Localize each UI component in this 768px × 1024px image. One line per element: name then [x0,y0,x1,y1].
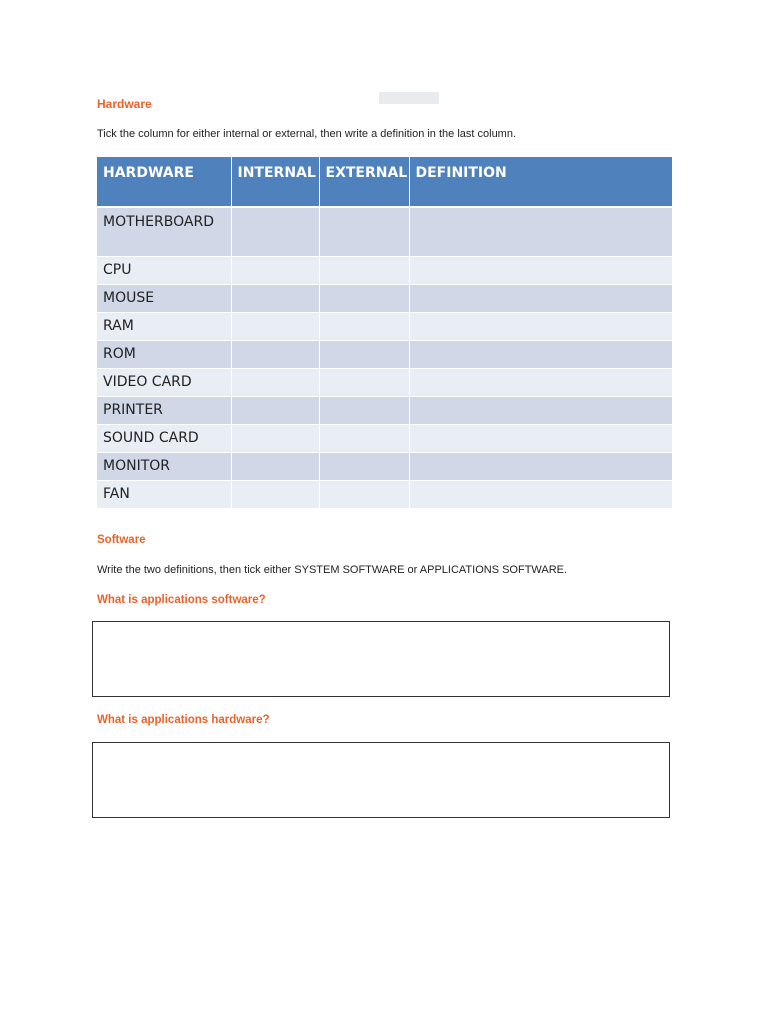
hardware-name-cell: RAM [97,312,231,340]
answer-box-applications-hardware[interactable] [92,742,670,818]
internal-tick-cell[interactable] [231,396,319,424]
hardware-name-cell: VIDEO CARD [97,368,231,396]
external-tick-cell[interactable] [319,207,409,256]
table-row [97,312,672,340]
external-tick-cell[interactable] [319,452,409,480]
hardware-name-cell: CPU [97,256,231,284]
hardware-name-cell: ROM [97,340,231,368]
definition-cell[interactable] [409,284,672,312]
table-row [97,424,672,452]
internal-tick-cell[interactable] [231,207,319,256]
table-row [97,480,672,508]
internal-tick-cell[interactable] [231,424,319,452]
internal-tick-cell[interactable] [231,256,319,284]
internal-tick-cell[interactable] [231,480,319,508]
question-applications-hardware: What is applications hardware? [97,714,270,726]
internal-tick-cell[interactable] [231,452,319,480]
faint-header-mark [379,92,439,104]
external-tick-cell[interactable] [319,368,409,396]
internal-tick-cell[interactable] [231,368,319,396]
hardware-name-cell: MOTHERBOARD [97,207,231,256]
external-tick-cell[interactable] [319,312,409,340]
external-tick-cell[interactable] [319,396,409,424]
hardware-name-cell: PRINTER [97,396,231,424]
table-row [97,396,672,424]
hardware-instruction: Tick the column for either internal or external, then write a definition in the last column. [97,128,517,140]
table-header-row [97,157,672,207]
internal-tick-cell[interactable] [231,284,319,312]
software-heading: Software [97,534,146,546]
table-row [97,340,672,368]
definition-cell[interactable] [409,256,672,284]
table-row [97,452,672,480]
external-tick-cell[interactable] [319,284,409,312]
definition-cell[interactable] [409,312,672,340]
hardware-table [97,157,673,509]
column-header-definition: DEFINITION [409,157,672,207]
definition-cell[interactable] [409,480,672,508]
hardware-name-cell: FAN [97,480,231,508]
definition-cell[interactable] [409,368,672,396]
column-header-internal: INTERNAL [231,157,319,207]
external-tick-cell[interactable] [319,256,409,284]
hardware-name-cell: SOUND CARD [97,424,231,452]
column-header-external: EXTERNAL [319,157,409,207]
table-row [97,284,672,312]
hardware-name-cell: MONITOR [97,452,231,480]
software-instruction: Write the two definitions, then tick either SYSTEM SOFTWARE or APPLICATIONS SOFTWARE. [97,564,568,576]
table-row [97,207,672,256]
column-header-hardware: HARDWARE [97,157,231,207]
answer-box-applications-software[interactable] [92,621,670,697]
definition-cell[interactable] [409,340,672,368]
internal-tick-cell[interactable] [231,340,319,368]
definition-cell[interactable] [409,207,672,256]
internal-tick-cell[interactable] [231,312,319,340]
definition-cell[interactable] [409,396,672,424]
table-row [97,256,672,284]
question-applications-software: What is applications software? [97,594,266,606]
definition-cell[interactable] [409,424,672,452]
external-tick-cell[interactable] [319,424,409,452]
hardware-name-cell: MOUSE [97,284,231,312]
external-tick-cell[interactable] [319,480,409,508]
definition-cell[interactable] [409,452,672,480]
external-tick-cell[interactable] [319,340,409,368]
hardware-heading: Hardware [97,97,152,111]
table-row [97,368,672,396]
